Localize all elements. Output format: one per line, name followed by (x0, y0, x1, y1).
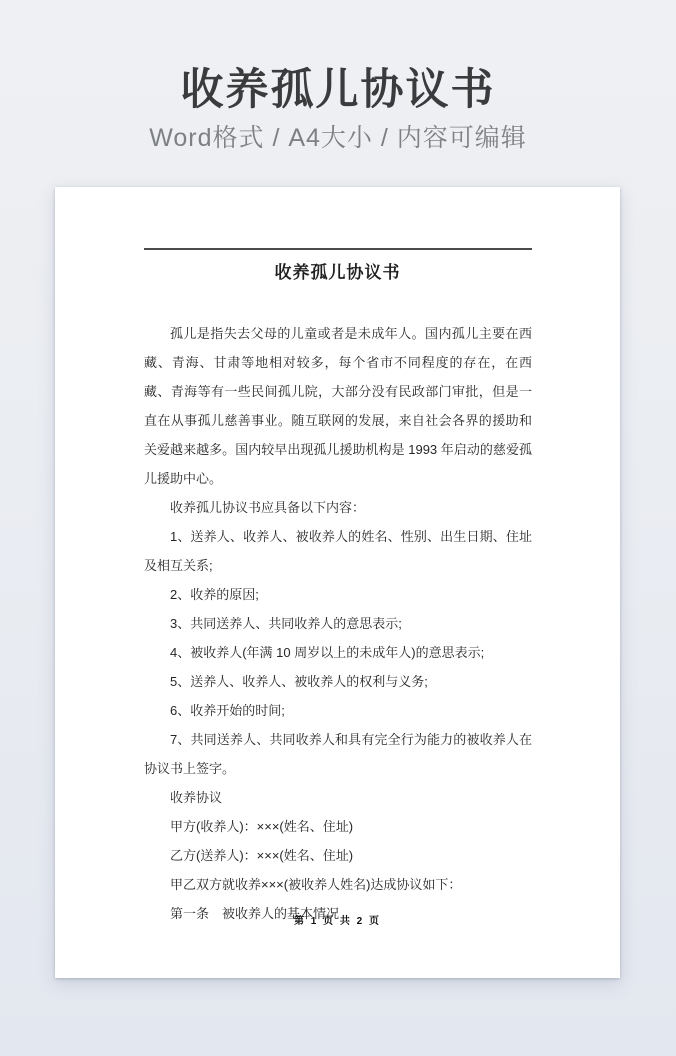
paragraph-agreement-heading: 收养协议 (170, 790, 223, 805)
top-banner (0, 0, 676, 187)
document-body (144, 319, 532, 928)
list-item-3: 3、共同送养人、共同收养人的意思表示; (170, 616, 402, 631)
list-item-7: 7、共同送养人、共同收养人和具有完全行为能力的被收养人在协议书上签字。 (144, 732, 532, 776)
paragraph-article-1: 第一条 被收养人的基本情况 (170, 906, 340, 921)
paragraph-contents-heading: 收养孤儿协议书应具备以下内容： (170, 500, 366, 515)
list-item-6: 6、收养开始的时间; (170, 703, 285, 718)
document-title: 收养孤儿协议书 (274, 263, 401, 282)
paragraph-party-a: 甲方(收养人)：×××(姓名、住址) (170, 819, 354, 834)
paragraph-party-b: 乙方(送养人)：×××(姓名、住址) (170, 848, 354, 863)
list-item-2: 2、收养的原因; (170, 587, 259, 602)
page-subtitle: Word格式 / A4大小 / 内容可编辑 (149, 124, 527, 152)
list-item-5: 5、送养人、收养人、被收养人的权利与义务; (170, 674, 428, 689)
list-item-4: 4、被收养人(年满 10 周岁以上的未成年人)的意思表示; (170, 645, 485, 660)
list-item-1: 1、送养人、收养人、被收养人的姓名、性别、出生日期、住址及相互关系; (144, 529, 532, 573)
paragraph-intro: 孤儿是指失去父母的儿童或者是未成年人。国内孤儿主要在西藏、青海、甘肃等地相对较多，每个省市不同程度的存在，在西藏、青海等有一些民间孤儿院，大部分没有民政部门审批，但是一直在从事孤儿慈善事业。随互联网的发展，来自社会各界的援助和关爱越来越多。国内较早出现孤儿援助机构是 1993 年启动的慈爱孤儿援助中心。 (144, 326, 532, 486)
page-number-footer: 第 1 页 共 2 页 (293, 916, 381, 927)
divider-line (144, 248, 532, 250)
paragraph-agreement-intro: 甲乙双方就收养×××(被收养人姓名)达成协议如下： (170, 877, 462, 892)
page-title: 收养孤儿协议书 (180, 66, 496, 114)
document-sheet (55, 187, 620, 978)
